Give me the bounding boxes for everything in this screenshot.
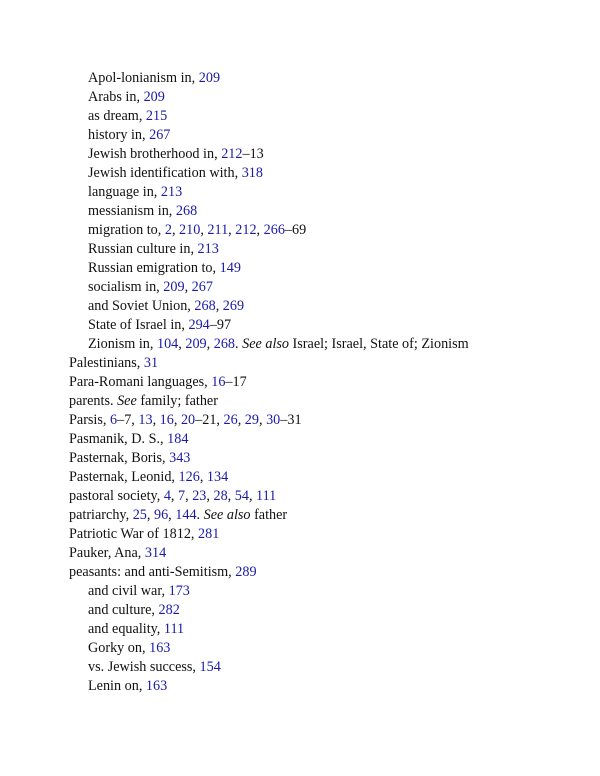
page-reference-link[interactable]: 28 xyxy=(213,488,228,504)
entry-text: . xyxy=(235,336,243,352)
index-entry xyxy=(0,411,600,430)
page-reference-link[interactable]: 211 xyxy=(207,222,229,238)
page-reference-link[interactable]: 215 xyxy=(145,108,168,124)
page-reference-link[interactable]: 13 xyxy=(138,412,153,428)
entry-text: Zionism in, xyxy=(88,336,157,352)
page-reference-link[interactable]: 267 xyxy=(191,279,213,295)
index-subentry xyxy=(0,658,600,677)
index-subentry xyxy=(0,88,600,107)
index-entry xyxy=(0,449,600,468)
page-reference-link[interactable]: 209 xyxy=(198,70,221,86)
entry-text: , xyxy=(206,336,214,352)
entry-text: migration to, xyxy=(88,222,165,238)
entry-text: Gorky on, xyxy=(88,640,150,656)
page-reference-link[interactable]: 318 xyxy=(241,165,263,181)
entry-text: , xyxy=(200,222,208,238)
page-reference-link[interactable]: 16 xyxy=(159,412,174,428)
page-reference-link[interactable]: 23 xyxy=(192,488,207,504)
entry-text: Para-Romani languages, xyxy=(69,374,212,390)
entry-text: , xyxy=(237,412,245,428)
page-reference-link[interactable]: 209 xyxy=(185,336,207,352)
page-reference-link[interactable]: 213 xyxy=(197,241,219,257)
entry-text: Russian emigration to, xyxy=(88,260,220,276)
entry-text: , xyxy=(173,412,181,428)
page-reference-link[interactable]: 289 xyxy=(235,564,257,580)
index-subentry xyxy=(0,601,600,620)
page-reference-link[interactable]: 149 xyxy=(219,260,241,276)
entry-text: vs. Jewish success, xyxy=(88,659,200,675)
entry-text: , xyxy=(146,507,154,523)
entry-text: –97 xyxy=(209,317,232,333)
page-reference-link[interactable]: 267 xyxy=(149,127,171,143)
entry-text: , xyxy=(199,469,207,485)
index-subentry xyxy=(0,582,600,601)
index-entry xyxy=(0,506,600,525)
entry-text: Pasternak, Boris, xyxy=(69,450,170,466)
index-subentry xyxy=(0,278,600,297)
entry-text: , xyxy=(258,412,267,428)
page-reference-link[interactable]: 281 xyxy=(198,526,220,542)
page-reference-link[interactable]: 2 xyxy=(164,222,172,238)
entry-text: , xyxy=(185,488,193,504)
entry-text: Lenin on, xyxy=(88,678,146,694)
index-subentry xyxy=(0,677,600,696)
page-reference-link[interactable]: 343 xyxy=(169,450,191,466)
page-reference-link[interactable]: 294 xyxy=(188,317,210,333)
entry-text: –17 xyxy=(225,374,247,390)
entry-text: socialism in, xyxy=(88,279,164,295)
index-subentry xyxy=(0,620,600,639)
index-subentry xyxy=(0,221,600,240)
page-reference-link[interactable]: 154 xyxy=(199,659,221,675)
page-reference-link[interactable]: 26 xyxy=(223,412,238,428)
index-subentry xyxy=(0,107,600,126)
index-entry xyxy=(0,544,600,563)
page-reference-link[interactable]: 20 xyxy=(180,412,196,428)
page-reference-link[interactable]: 212 xyxy=(235,222,257,238)
page-reference-link[interactable]: 134 xyxy=(206,469,229,485)
page-reference-link[interactable]: 144 xyxy=(175,507,197,523)
page-reference-link[interactable]: 268 xyxy=(175,203,198,219)
index-entry xyxy=(0,487,600,506)
page-reference-link[interactable]: 96 xyxy=(153,507,169,523)
entry-text: , xyxy=(170,488,179,504)
entry-text: Pasmanik, D. S., xyxy=(69,431,168,447)
index-entry xyxy=(0,373,600,392)
index-subentry xyxy=(0,202,600,221)
index-subentry xyxy=(0,69,600,88)
entry-text: , xyxy=(228,222,236,238)
index-entry xyxy=(0,563,600,582)
cross-reference-label: See xyxy=(117,393,137,409)
index-entry xyxy=(0,354,600,373)
page-reference-link[interactable]: 126 xyxy=(178,469,200,485)
page-reference-link[interactable]: 111 xyxy=(163,621,185,637)
entry-text: , xyxy=(215,298,223,314)
entry-text: Israel; Israel, State of; Zionism xyxy=(289,336,469,352)
entry-text: father xyxy=(250,507,288,523)
entry-text: pastoral society, xyxy=(69,488,164,504)
entry-text: Jewish brotherhood in, xyxy=(88,146,222,162)
index-entry xyxy=(0,430,600,449)
entry-text: , xyxy=(152,412,160,428)
entry-text: family; father xyxy=(136,393,218,409)
page-reference-link[interactable]: 4 xyxy=(163,488,171,504)
entry-text: patriarchy, xyxy=(69,507,133,523)
page-reference-link[interactable]: 31 xyxy=(143,355,159,371)
entry-text: , xyxy=(256,222,264,238)
page-reference-link[interactable]: 7 xyxy=(178,488,186,504)
index-subentry xyxy=(0,164,600,183)
page-reference-link[interactable]: 30 xyxy=(266,412,281,428)
entry-text: as dream, xyxy=(88,108,146,124)
page-reference-link[interactable]: 6 xyxy=(110,412,118,428)
index-entry xyxy=(0,392,600,411)
entry-text: and civil war, xyxy=(88,583,169,599)
index-subentry xyxy=(0,145,600,164)
entry-text: , xyxy=(206,488,214,504)
entry-text: , xyxy=(168,507,176,523)
entry-text: , xyxy=(171,222,180,238)
entry-text: –21, xyxy=(195,412,224,428)
page-reference-link[interactable]: 314 xyxy=(144,545,167,561)
entry-text: history in, xyxy=(88,127,150,143)
entry-text: Pasternak, Leonid, xyxy=(69,469,179,485)
index-subentry xyxy=(0,639,600,658)
page-reference-link[interactable]: 212 xyxy=(221,146,243,162)
entry-text: –69 xyxy=(284,222,307,238)
entry-text: Apol-lonianism in, xyxy=(88,70,199,86)
index-subentry xyxy=(0,335,600,354)
entry-text: –7, xyxy=(117,412,139,428)
page-reference-link[interactable]: 29 xyxy=(244,412,259,428)
index-subentry xyxy=(0,316,600,335)
page-reference-link[interactable]: 282 xyxy=(158,602,180,618)
cross-reference-label: See also xyxy=(242,336,289,352)
index-subentry xyxy=(0,297,600,316)
page-reference-link[interactable]: 268 xyxy=(213,336,236,352)
page-reference-link[interactable]: 54 xyxy=(234,488,249,504)
entry-text: Jewish identification with, xyxy=(88,165,242,181)
entry-text: Palestinians, xyxy=(69,355,144,371)
entry-text: Pauker, Ana, xyxy=(69,545,145,561)
page-reference-link[interactable]: 16 xyxy=(211,374,226,390)
page-reference-link[interactable]: 104 xyxy=(156,336,179,352)
page-reference-link[interactable]: 25 xyxy=(132,507,147,523)
entry-text: State of Israel in, xyxy=(88,317,189,333)
entry-text: and equality, xyxy=(88,621,164,637)
index-subentry xyxy=(0,259,600,278)
entry-text: Russian culture in, xyxy=(88,241,198,257)
entry-text: –13 xyxy=(242,146,264,162)
entry-text: parents. xyxy=(69,393,118,409)
page-reference-link[interactable]: 209 xyxy=(143,89,165,105)
entry-text: Parsis, xyxy=(69,412,110,428)
page-reference-link[interactable]: 213 xyxy=(160,184,183,200)
entry-text: , xyxy=(178,336,186,352)
index-subentry xyxy=(0,240,600,259)
entry-text: messianism in, xyxy=(88,203,176,219)
index-subentry xyxy=(0,126,600,145)
entry-text: , xyxy=(227,488,235,504)
page-reference-link[interactable]: 266 xyxy=(263,222,285,238)
page-reference-link[interactable]: 269 xyxy=(222,298,245,314)
entry-text: Patriotic War of 1812, xyxy=(69,526,199,542)
page-reference-link[interactable]: 268 xyxy=(194,298,216,314)
entry-text: and culture, xyxy=(88,602,159,618)
page-reference-link[interactable]: 163 xyxy=(145,678,168,694)
entry-text: Arabs in, xyxy=(88,89,144,105)
page-reference-link[interactable]: 184 xyxy=(167,431,189,447)
entry-text: , xyxy=(184,279,192,295)
page-reference-link[interactable]: 209 xyxy=(163,279,185,295)
entry-text: peasants: and anti-Semitism, xyxy=(69,564,236,580)
entry-text: . xyxy=(196,507,204,523)
page-reference-link[interactable]: 111 xyxy=(256,488,277,504)
index-page xyxy=(0,69,600,696)
page-reference-link[interactable]: 173 xyxy=(168,583,190,599)
entry-text: and Soviet Union, xyxy=(88,298,195,314)
page-reference-link[interactable]: 163 xyxy=(149,640,171,656)
index-entry xyxy=(0,468,600,487)
index-subentry xyxy=(0,183,600,202)
entry-text: language in, xyxy=(88,184,161,200)
entry-text: –31 xyxy=(280,412,302,428)
index-entry xyxy=(0,525,600,544)
page-reference-link[interactable]: 210 xyxy=(179,222,201,238)
entry-text: , xyxy=(248,488,257,504)
cross-reference-label: See also xyxy=(203,507,251,523)
